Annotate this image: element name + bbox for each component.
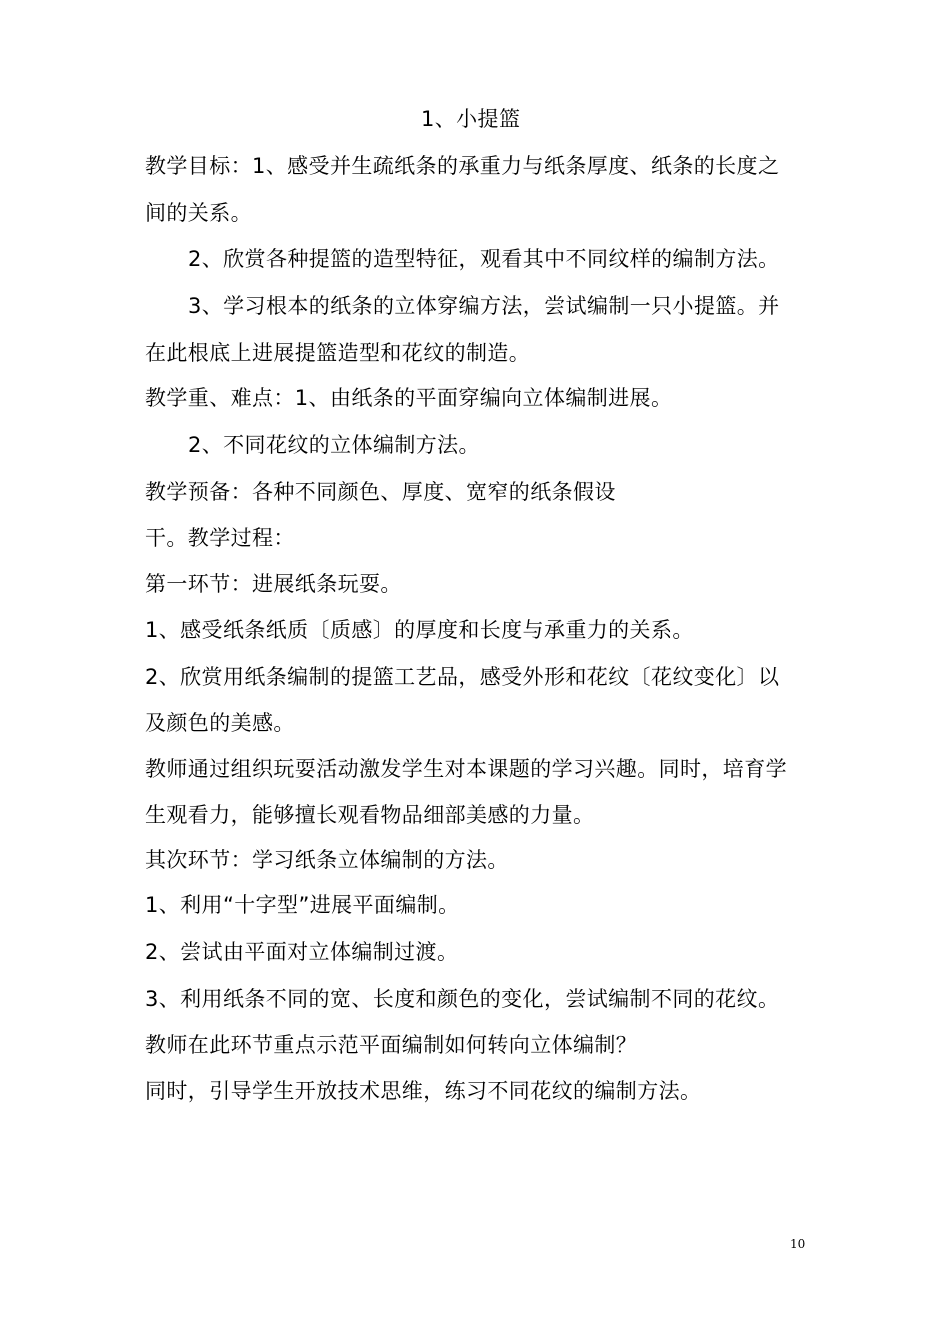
page-number: 10 [790,1237,806,1251]
text-line-preparation: 教学预备：各种不同颜色、厚度、宽窄的纸条假设 [145,480,616,504]
page-title: 1、小提篮 [421,107,521,131]
text-line: 教师通过组织玩耍活动激发学生对本课题的学习兴趣。同时，培育学 [145,757,787,781]
text-line: 干。教学过程： [145,526,295,550]
text-line: 1、感受纸条纸质〔质感〕的厚度和长度与承重力的关系。 [145,618,694,642]
section-heading-first: 第一环节：进展纸条玩耍。 [145,572,402,596]
text-line: 3、利用纸条不同的宽、长度和颜色的变化，尝试编制不同的花纹。 [145,987,780,1011]
text-line: 2、欣赏用纸条编制的提篮工艺品，感受外形和花纹〔花纹变化〕以 [145,665,780,689]
text-line: 及颜色的美感。 [145,711,295,735]
text-line: 1、利用“十字型”进展平面编制。 [145,893,460,917]
text-line: 2、欣赏各种提篮的造型特征，观看其中不同纹样的编制方法。 [188,247,780,271]
text-line: 教师在此环节重点示范平面编制如何转向立体编制？ [145,1033,638,1057]
text-line: 3、学习根本的纸条的立体穿编方法，尝试编制一只小提篮。并 [188,294,780,318]
text-line-objective: 教学目标：1、感受并生疏纸条的承重力与纸条厚度、纸条的长度之 [145,154,780,178]
text-line: 2、尝试由平面对立体编制过渡。 [145,940,459,964]
section-heading-second: 其次环节：学习纸条立体编制的方法。 [145,848,509,872]
text-line-key-points: 教学重、难点：1、由纸条的平面穿编向立体编制进展。 [145,386,673,410]
text-line: 在此根底上进展提篮造型和花纹的制造。 [145,341,531,365]
text-line: 同时，引导学生开放技术思维，练习不同花纹的编制方法。 [145,1079,702,1103]
text-line: 间的关系。 [145,201,252,225]
text-line: 生观看力，能够擅长观看物品细部美感的力量。 [145,803,595,827]
text-line: 2、不同花纹的立体编制方法。 [188,433,480,457]
